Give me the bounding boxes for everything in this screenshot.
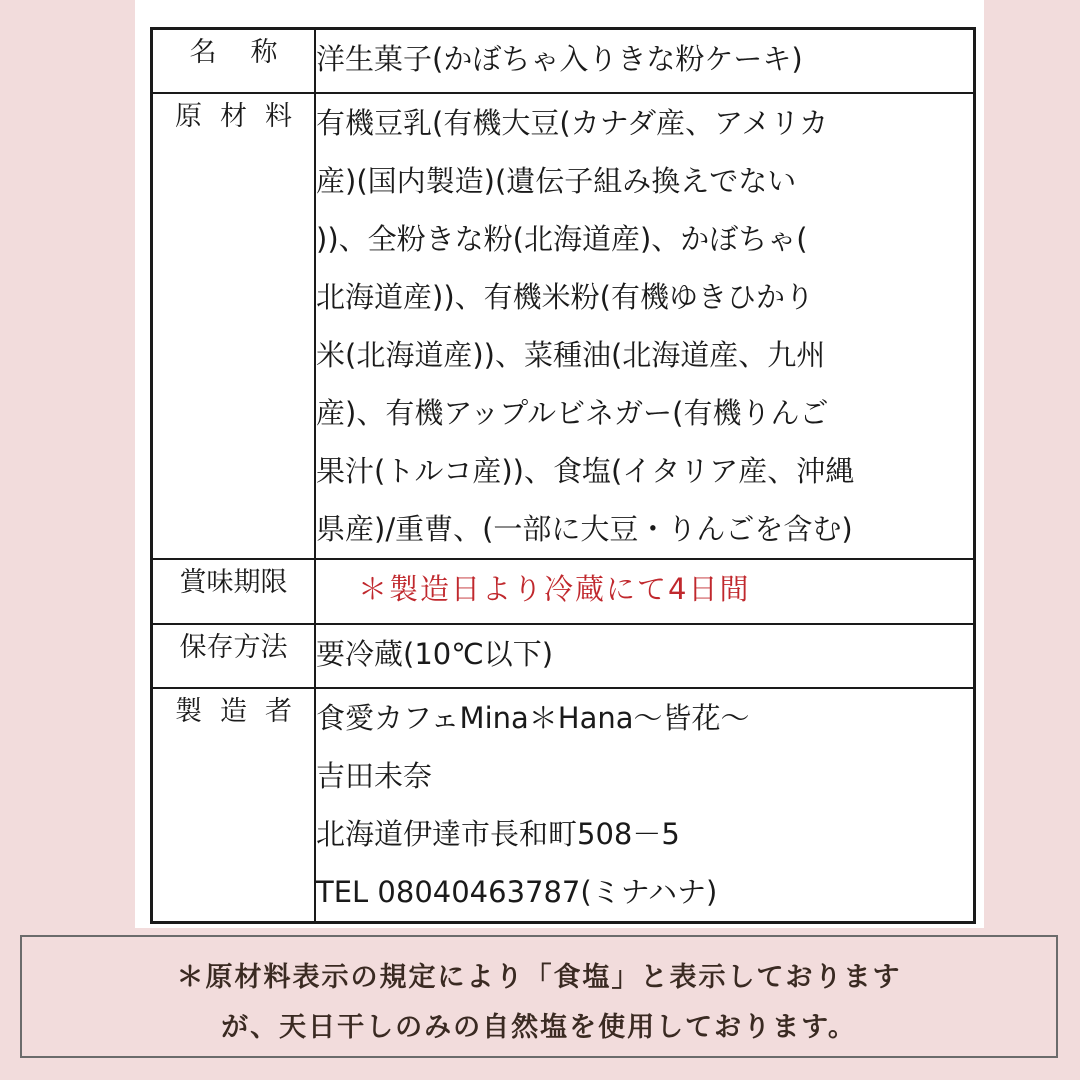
value-line: TEL 08040463787(ミナハナ) <box>316 874 718 909</box>
value-line: 米(北海道産))、菜種油(北海道産、九州 <box>316 337 826 372</box>
value-line: 食愛カフェMina＊Hana〜皆花〜 <box>316 700 750 735</box>
value-line: ＊製造日より冷蔵にて4日間 <box>358 571 751 606</box>
value-line: 要冷蔵(10℃以下) <box>316 636 554 671</box>
value-line: ))、全粉きな粉(北海道産)、かぼちゃ( <box>316 221 808 256</box>
row-ingredients <box>152 93 975 559</box>
key-storage: 保存方法 <box>152 624 316 688</box>
value-line: 北海道伊達市長和町508－5 <box>316 816 680 851</box>
row-best-before <box>152 559 975 624</box>
note-line-2: が、天日干しのみの自然塩を使用しております。 <box>221 1012 857 1043</box>
value-manufacturer <box>315 688 975 923</box>
row-name <box>152 29 975 93</box>
salt-note-box <box>20 935 1058 1058</box>
value-name <box>315 29 975 93</box>
food-label-table <box>150 27 976 924</box>
row-storage <box>152 624 975 688</box>
value-line: 産)(国内製造)(遺伝子組み換えでない <box>316 163 797 198</box>
note-line-1: ＊原材料表示の規定により「食塩」と表示しております <box>176 962 902 993</box>
value-storage <box>315 624 975 688</box>
key-manufacturer: 製造者 <box>152 688 316 923</box>
value-ingredients <box>315 93 975 559</box>
value-line: 果汁(トルコ産))、食塩(イタリア産、沖縄 <box>316 453 855 488</box>
key-name: 名称 <box>152 29 316 93</box>
value-line: 県産)/重曹、(一部に大豆・りんごを含む) <box>316 511 853 546</box>
key-ingredients: 原材料 <box>152 93 316 559</box>
value-line: 吉田未奈 <box>316 758 433 793</box>
value-line: 有機豆乳(有機大豆(カナダ産、アメリカ <box>316 105 829 140</box>
value-line: 産)、有機アップルビネガー(有機りんご <box>316 395 829 430</box>
value-line: 洋生菓子(かぼちゃ入りきな粉ケーキ) <box>316 42 803 76</box>
row-manufacturer <box>152 688 975 923</box>
value-best-before <box>315 559 975 624</box>
value-line: 北海道産))、有機米粉(有機ゆきひかり <box>316 279 814 314</box>
key-best-before: 賞味期限 <box>152 559 316 624</box>
